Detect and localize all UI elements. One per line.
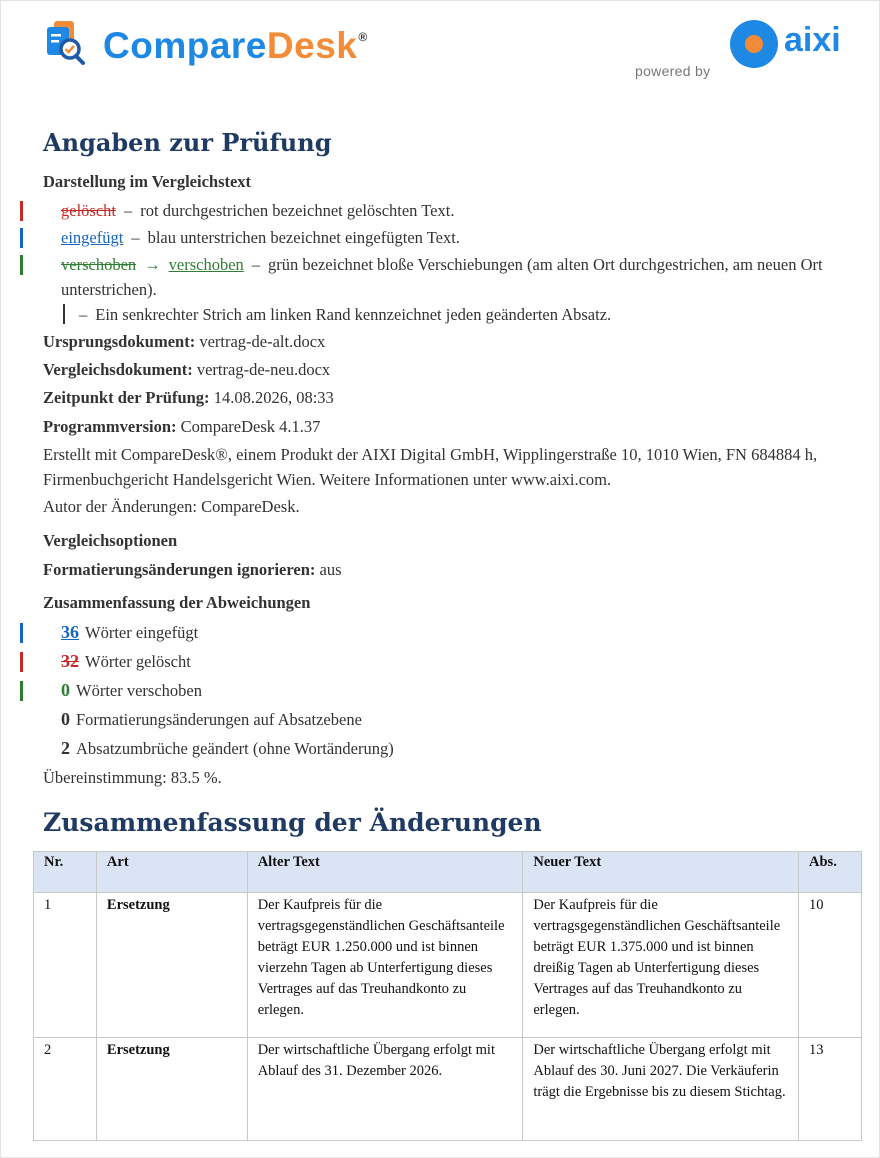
change-bar-deleted-count <box>20 652 23 672</box>
column-header-abs: Abs. <box>799 852 862 893</box>
table-row <box>34 1038 862 1141</box>
cell-old-text: Der Kaufpreis für die vertragsgegenständlichen Geschäftsanteile beträgt EUR 1.250.000 und ist binnen vierzehn Tagen ab Unterfertigung dieses Vertrages auf das Treuhandkonto zu erlegen. <box>247 893 523 1038</box>
change-bar-moved <box>20 255 23 275</box>
column-header-new-text: Neuer Text <box>523 852 799 893</box>
legend-bar: – Ein senkrechter Strich am linken Rand kennzeichnet jeden geänderten Absatz. <box>63 302 863 327</box>
comparedesk-logo-icon <box>45 21 87 65</box>
legend-inserted: eingefügt – blau unterstrichen bezeichnet eingefügten Text. <box>61 228 460 247</box>
changes-table <box>33 851 862 1141</box>
change-bar-deleted <box>20 201 23 221</box>
source-document: Ursprungsdokument: vertrag-de-alt.docx <box>43 332 326 351</box>
aixi-logo-icon <box>729 19 779 69</box>
summary-deleted: 32 Wörter gelöscht <box>61 651 191 671</box>
column-header-art: Art <box>96 852 247 893</box>
check-time: Zeitpunkt der Prüfung: 14.08.2026, 08:33 <box>43 388 334 407</box>
summary-moved: 0 Wörter verschoben <box>61 680 202 700</box>
moved-arrow-icon: → <box>144 255 161 274</box>
options-title: Vergleichsoptionen <box>43 531 178 550</box>
author-note: Autor der Änderungen: CompareDesk. <box>43 497 300 516</box>
inserted-sample: eingefügt <box>61 228 124 247</box>
change-bar-inserted-count <box>20 623 23 643</box>
moved-from-sample: verschoben <box>61 255 137 274</box>
bar-sample-icon <box>63 304 65 324</box>
column-header-nr: Nr. <box>34 852 97 893</box>
program-version: Programmversion: CompareDesk 4.1.37 <box>43 417 321 436</box>
legend-title: Darstellung im Vergleichstext <box>43 172 252 191</box>
cell-new-text: Der Kaufpreis für die vertragsgegenständlichen Geschäftsanteile beträgt EUR 1.375.000 und ist binnen dreißig Tagen ab Unterfertigung dieses Vertrages auf das Treuhandkonto zu erlegen. <box>523 893 799 1038</box>
summary-title: Zusammenfassung der Abweichungen <box>43 593 311 612</box>
table-row <box>34 893 862 1038</box>
cell-old-text: Der wirtschaftliche Übergang erfolgt mit Ablauf des 31. Dezember 2026. <box>247 1038 523 1141</box>
aixi-logo-text: aixi <box>784 21 841 59</box>
deleted-sample: gelöscht <box>61 201 116 220</box>
compare-document: Vergleichsdokument: vertrag-de-neu.docx <box>43 360 331 379</box>
created-note: Erstellt mit CompareDesk®, einem Produkt der AIXI Digital GmbH, Wipplingerstraße 10, 1010 Wien, FN 684884 h, Firmenbuchgericht Handelsgericht Wien. Weitere Informationen unter www.aixi.com. <box>43 445 818 489</box>
cell-abs: 13 <box>799 1038 862 1141</box>
change-bar-moved-count <box>20 681 23 701</box>
summary-format: 0 Formatierungsänderungen auf Absatzebene <box>61 709 362 729</box>
moved-to-sample: verschoben <box>168 255 244 274</box>
legend-moved: verschoben → verschoben – grün bezeichnet bloße Verschiebungen (am alten Ort durchgestrichen, am neuen Ort unterstrichen). <box>61 255 823 299</box>
option-format-ignore: Formatierungsänderungen ignorieren: aus <box>43 560 342 579</box>
cell-nr: 2 <box>34 1038 97 1141</box>
brand-wordmark: CompareDesk® <box>103 25 368 66</box>
table-header-row <box>34 852 862 893</box>
cell-nr: 1 <box>34 893 97 1038</box>
column-header-old-text: Alter Text <box>247 852 523 893</box>
section-title-aenderungen: Zusammenfassung der Änderungen <box>43 808 542 837</box>
cell-art: Ersetzung <box>96 893 247 1038</box>
cell-art: Ersetzung <box>96 1038 247 1141</box>
change-bar-inserted <box>20 228 23 248</box>
summary-breaks: 2 Absatzumbrüche geändert (ohne Wortänderung) <box>61 738 394 758</box>
powered-by-label: powered by <box>635 63 711 79</box>
section-title-pruefung: Angaben zur Prüfung <box>43 128 332 157</box>
cell-new-text: Der wirtschaftliche Übergang erfolgt mit Ablauf des 30. Juni 2027. Die Verkäuferin trägt die Ergebnisse bis zu diesem Stichtag. <box>523 1038 799 1141</box>
cell-abs: 10 <box>799 893 862 1038</box>
summary-inserted: 36 Wörter eingefügt <box>61 622 199 642</box>
match-ratio: Übereinstimmung: 83.5 %. <box>43 768 222 787</box>
legend-deleted: gelöscht – rot durchgestrichen bezeichnet gelöschten Text. <box>61 201 455 220</box>
